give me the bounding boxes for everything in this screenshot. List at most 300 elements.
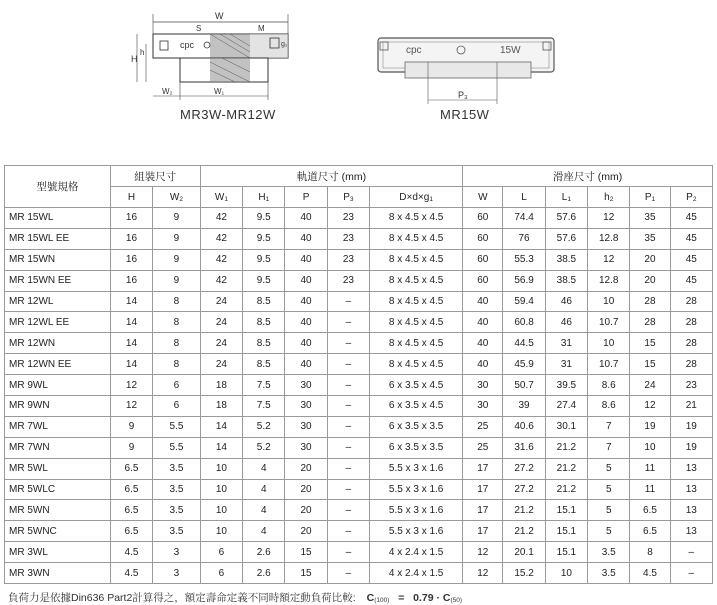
model-cell: MR 3WL: [5, 542, 111, 563]
value-cell: 18: [200, 396, 242, 417]
value-cell: 15.1: [545, 542, 587, 563]
table-subheader-row: [5, 187, 713, 208]
value-cell: 15: [630, 354, 670, 375]
table-body: [5, 208, 713, 584]
value-cell: 10: [545, 563, 587, 584]
value-cell: 35: [630, 208, 670, 229]
value-cell: 42: [200, 270, 242, 291]
value-cell: 4: [243, 521, 285, 542]
value-cell: 28: [670, 333, 712, 354]
value-cell: 14: [110, 354, 152, 375]
value-cell: 27.4: [545, 396, 587, 417]
value-cell: 12.8: [588, 270, 630, 291]
label-m: M: [258, 24, 265, 33]
value-cell: 8: [153, 312, 201, 333]
header-block: 滑座尺寸 (mm): [463, 166, 713, 187]
value-cell: 30: [285, 437, 327, 458]
subheader-block-0: [463, 187, 503, 208]
value-cell: 59.4: [503, 291, 545, 312]
value-cell: 30: [285, 375, 327, 396]
value-cell: 17: [463, 521, 503, 542]
value-cell: 7.5: [243, 375, 285, 396]
subheader-main: P: [343, 191, 350, 203]
value-cell: 14: [110, 333, 152, 354]
value-cell: 21.2: [503, 521, 545, 542]
value-cell: 35: [630, 228, 670, 249]
subheader-main: W: [169, 191, 180, 203]
value-cell: 8: [153, 333, 201, 354]
value-cell: 10: [200, 458, 242, 479]
value-cell: 7.5: [243, 396, 285, 417]
value-cell: 15.1: [545, 500, 587, 521]
value-cell: 19: [630, 416, 670, 437]
header-rail: 軌道尺寸 (mm): [200, 166, 462, 187]
model-cell: MR 9WN: [5, 396, 111, 417]
table-row: [5, 563, 713, 584]
value-cell: 6: [153, 375, 201, 396]
value-cell: 60: [463, 249, 503, 270]
value-cell: 9: [153, 228, 201, 249]
value-cell: –: [327, 479, 369, 500]
value-cell: 8 x 4.5 x 4.5: [370, 228, 463, 249]
label-g1: g₁: [281, 41, 288, 48]
subheader-sub: 2: [179, 195, 183, 203]
value-cell: 3.5: [153, 521, 201, 542]
value-cell: 60: [463, 270, 503, 291]
value-cell: 6.5: [630, 500, 670, 521]
value-cell: –: [327, 521, 369, 542]
value-cell: 5: [588, 458, 630, 479]
value-cell: 3.5: [588, 542, 630, 563]
caption-mr3w-mr12w: MR3W-MR12W: [180, 107, 276, 122]
value-cell: 7: [588, 416, 630, 437]
value-cell: 5.5 x 3 x 1.6: [370, 521, 463, 542]
value-cell: 27.2: [503, 479, 545, 500]
value-cell: –: [327, 312, 369, 333]
value-cell: –: [327, 416, 369, 437]
value-cell: 8 x 4.5 x 4.5: [370, 291, 463, 312]
value-cell: 5.5: [153, 437, 201, 458]
formula-c: C: [366, 592, 375, 604]
model-cell: MR 15WN: [5, 249, 111, 270]
value-cell: 30: [285, 416, 327, 437]
footnote: [8, 590, 462, 605]
value-cell: 6.5: [110, 500, 152, 521]
value-cell: 46: [545, 312, 587, 333]
table-row: [5, 542, 713, 563]
value-cell: 15: [285, 542, 327, 563]
value-cell: 4.5: [110, 542, 152, 563]
subheader-sub: 2: [609, 195, 614, 203]
value-cell: 18: [200, 375, 242, 396]
value-cell: 16: [110, 208, 152, 229]
subheader-main: P: [302, 191, 310, 203]
value-cell: 30: [463, 375, 503, 396]
value-cell: 45: [670, 249, 712, 270]
value-cell: 45: [670, 270, 712, 291]
value-cell: 40: [285, 270, 327, 291]
value-cell: 55.3: [503, 249, 545, 270]
subheader-block-5: [670, 187, 712, 208]
subheader-sub: 3: [349, 195, 354, 203]
mr3w-mr12w-drawing: [0, 0, 717, 160]
model-cell: MR 15WN EE: [5, 270, 111, 291]
subheader-sub: 1: [567, 195, 571, 203]
value-cell: 10.7: [588, 354, 630, 375]
subheader-block-1: [503, 187, 545, 208]
value-cell: 38.5: [545, 270, 587, 291]
value-cell: 4: [243, 458, 285, 479]
subheader-sub: 1: [651, 195, 656, 203]
value-cell: 5: [588, 479, 630, 500]
value-cell: –: [327, 333, 369, 354]
label-s: S: [196, 24, 202, 33]
brand-logo-left: cpc: [180, 40, 195, 50]
value-cell: –: [327, 291, 369, 312]
value-cell: 5: [588, 500, 630, 521]
value-cell: 9: [153, 249, 201, 270]
value-cell: 9: [153, 270, 201, 291]
brand-logo-right: cpc: [406, 45, 422, 56]
subheader-main: P: [686, 191, 693, 203]
model-cell: MR 12WL EE: [5, 312, 111, 333]
value-cell: 8.5: [243, 333, 285, 354]
value-cell: 15.2: [503, 563, 545, 584]
value-cell: 23: [327, 208, 369, 229]
value-cell: 45: [670, 208, 712, 229]
value-cell: 8: [153, 291, 201, 312]
caption-mr15w: MR15W: [440, 107, 490, 122]
value-cell: 14: [110, 312, 152, 333]
value-cell: 8 x 4.5 x 4.5: [370, 354, 463, 375]
value-cell: 4: [243, 479, 285, 500]
subheader-rail-0: [200, 187, 242, 208]
value-cell: 57.6: [545, 228, 587, 249]
value-cell: 9.5: [243, 249, 285, 270]
subheader-sub: 1: [265, 195, 270, 203]
value-cell: 23: [327, 270, 369, 291]
value-cell: 6.5: [630, 521, 670, 542]
value-cell: 14: [200, 437, 242, 458]
value-cell: 3: [153, 563, 201, 584]
value-cell: 4: [243, 500, 285, 521]
value-cell: 40: [285, 291, 327, 312]
table-row: [5, 437, 713, 458]
model-cell: MR 5WNC: [5, 521, 111, 542]
value-cell: 8.5: [243, 354, 285, 375]
subheader-main: W: [478, 191, 488, 203]
value-cell: 23: [327, 249, 369, 270]
value-cell: –: [327, 396, 369, 417]
value-cell: 6 x 3.5 x 4.5: [370, 396, 463, 417]
value-cell: 6: [153, 396, 201, 417]
value-cell: 5.2: [243, 437, 285, 458]
value-cell: 38.5: [545, 249, 587, 270]
subheader-main: H: [127, 191, 136, 203]
value-cell: 5.5 x 3 x 1.6: [370, 500, 463, 521]
value-cell: 4 x 2.4 x 1.5: [370, 542, 463, 563]
value-cell: 9: [110, 416, 152, 437]
subheader-sub: 1: [429, 195, 433, 203]
value-cell: –: [327, 458, 369, 479]
formula-factor: 0.79 · C: [413, 592, 451, 604]
model-cell: MR 7WN: [5, 437, 111, 458]
value-cell: 12: [110, 396, 152, 417]
table-header-group-row: [5, 166, 713, 187]
subheader-main: D×d×g: [399, 191, 430, 203]
value-cell: 24: [200, 291, 242, 312]
model-cell: MR 5WLC: [5, 479, 111, 500]
value-cell: 24: [200, 354, 242, 375]
subheader-rail-4: [370, 187, 463, 208]
value-cell: 6: [200, 563, 242, 584]
value-cell: 16: [110, 270, 152, 291]
value-cell: 9.5: [243, 208, 285, 229]
table-row: [5, 396, 713, 417]
value-cell: 6 x 3.5 x 3.5: [370, 416, 463, 437]
value-cell: –: [327, 542, 369, 563]
value-cell: 12: [630, 396, 670, 417]
value-cell: 25: [463, 416, 503, 437]
subheader-rail-1: [243, 187, 285, 208]
formula-c-sub: (100): [374, 597, 390, 604]
value-cell: 40: [463, 291, 503, 312]
table-row: [5, 416, 713, 437]
value-cell: 6 x 3.5 x 4.5: [370, 375, 463, 396]
value-cell: 74.4: [503, 208, 545, 229]
value-cell: 76: [503, 228, 545, 249]
value-cell: 20: [630, 249, 670, 270]
header-assembly: 組裝尺寸: [110, 166, 200, 187]
value-cell: 16: [110, 249, 152, 270]
value-cell: 10: [588, 333, 630, 354]
value-cell: 8 x 4.5 x 4.5: [370, 312, 463, 333]
value-cell: 20: [285, 458, 327, 479]
value-cell: 15.1: [545, 521, 587, 542]
value-cell: 31.6: [503, 437, 545, 458]
value-cell: 6 x 3.5 x 3.5: [370, 437, 463, 458]
value-cell: 3.5: [153, 479, 201, 500]
value-cell: 10: [588, 291, 630, 312]
value-cell: 50.7: [503, 375, 545, 396]
value-cell: 17: [463, 458, 503, 479]
value-cell: 40: [285, 249, 327, 270]
table-row: [5, 270, 713, 291]
table-row: [5, 208, 713, 229]
subheader-main: h: [604, 191, 610, 203]
table-row: [5, 249, 713, 270]
value-cell: 14: [110, 291, 152, 312]
value-cell: 13: [670, 500, 712, 521]
value-cell: 4.5: [630, 563, 670, 584]
value-cell: 10: [200, 479, 242, 500]
value-cell: 5.5 x 3 x 1.6: [370, 458, 463, 479]
model-cell: MR 7WL: [5, 416, 111, 437]
table-row: [5, 291, 713, 312]
subheader-assembly-1: [153, 187, 201, 208]
model-mark-right: 15W: [500, 45, 521, 56]
value-cell: 12: [588, 208, 630, 229]
label-h-small: h: [140, 48, 145, 57]
label-h: H: [131, 54, 138, 64]
value-cell: 39.5: [545, 375, 587, 396]
formula-c2-sub: (50): [450, 597, 463, 604]
value-cell: 31: [545, 333, 587, 354]
value-cell: 44.5: [503, 333, 545, 354]
value-cell: 3.5: [588, 563, 630, 584]
value-cell: 24: [630, 375, 670, 396]
value-cell: 3.5: [153, 500, 201, 521]
value-cell: 10: [200, 521, 242, 542]
value-cell: 45.9: [503, 354, 545, 375]
value-cell: 15: [285, 563, 327, 584]
value-cell: 39: [503, 396, 545, 417]
value-cell: 13: [670, 479, 712, 500]
value-cell: 40: [285, 228, 327, 249]
value-cell: 30: [463, 396, 503, 417]
value-cell: 6.5: [110, 479, 152, 500]
table-row: [5, 521, 713, 542]
table-row: [5, 458, 713, 479]
table-row: [5, 354, 713, 375]
value-cell: 8 x 4.5 x 4.5: [370, 249, 463, 270]
table-row: [5, 500, 713, 521]
value-cell: 16: [110, 228, 152, 249]
value-cell: 5.5: [153, 416, 201, 437]
footnote-text: 負荷力是依據Din636 Part2計算得之，額定壽命定義不同時額定動負荷比較:: [8, 592, 356, 604]
value-cell: –: [327, 563, 369, 584]
value-cell: 40: [463, 333, 503, 354]
model-cell: MR 12WL: [5, 291, 111, 312]
value-cell: 12.8: [588, 228, 630, 249]
value-cell: 23: [327, 228, 369, 249]
value-cell: 12: [463, 563, 503, 584]
value-cell: 10: [630, 437, 670, 458]
value-cell: 4 x 2.4 x 1.5: [370, 563, 463, 584]
subheader-block-4: [630, 187, 670, 208]
value-cell: 8 x 4.5 x 4.5: [370, 208, 463, 229]
value-cell: 40: [285, 333, 327, 354]
table-row: [5, 333, 713, 354]
value-cell: 46: [545, 291, 587, 312]
value-cell: 8.5: [243, 312, 285, 333]
value-cell: 60.8: [503, 312, 545, 333]
footnote-formula: [367, 592, 462, 604]
value-cell: 57.6: [545, 208, 587, 229]
value-cell: 11: [630, 458, 670, 479]
model-cell: MR 5WN: [5, 500, 111, 521]
value-cell: 8 x 4.5 x 4.5: [370, 270, 463, 291]
subheader-block-2: [545, 187, 587, 208]
subheader-main: L: [521, 191, 527, 203]
subheader-rail-2: [285, 187, 327, 208]
value-cell: –: [327, 437, 369, 458]
header-model: 型號規格: [5, 166, 111, 208]
value-cell: 12: [463, 542, 503, 563]
value-cell: 12: [110, 375, 152, 396]
value-cell: 9.5: [243, 270, 285, 291]
label-w: W: [215, 11, 224, 21]
value-cell: 21.2: [545, 437, 587, 458]
value-cell: 4.5: [110, 563, 152, 584]
value-cell: 21.2: [545, 458, 587, 479]
subheader-assembly-0: [110, 187, 152, 208]
value-cell: 28: [630, 312, 670, 333]
value-cell: 21.2: [503, 500, 545, 521]
value-cell: 20: [285, 521, 327, 542]
value-cell: 31: [545, 354, 587, 375]
value-cell: 23: [670, 375, 712, 396]
value-cell: 42: [200, 249, 242, 270]
value-cell: 24: [200, 333, 242, 354]
value-cell: 30.1: [545, 416, 587, 437]
label-p3: P₃: [458, 90, 468, 100]
table-row: [5, 479, 713, 500]
value-cell: 24: [200, 312, 242, 333]
value-cell: 3: [153, 542, 201, 563]
value-cell: –: [670, 542, 712, 563]
value-cell: 13: [670, 458, 712, 479]
subheader-main: W: [214, 191, 225, 203]
value-cell: 25: [463, 437, 503, 458]
value-cell: 19: [670, 416, 712, 437]
subheader-sub: 2: [692, 195, 697, 203]
value-cell: 30: [285, 396, 327, 417]
label-w2: W₂: [162, 87, 173, 96]
value-cell: 27.2: [503, 458, 545, 479]
table-row: [5, 228, 713, 249]
value-cell: 20: [630, 270, 670, 291]
value-cell: 11: [630, 479, 670, 500]
model-cell: MR 9WL: [5, 375, 111, 396]
value-cell: –: [327, 354, 369, 375]
value-cell: 42: [200, 228, 242, 249]
value-cell: 8.5: [243, 291, 285, 312]
subheader-main: H: [258, 191, 266, 203]
value-cell: 40.6: [503, 416, 545, 437]
value-cell: 42: [200, 208, 242, 229]
value-cell: 6.5: [110, 521, 152, 542]
value-cell: 9.5: [243, 228, 285, 249]
value-cell: 10.7: [588, 312, 630, 333]
table-row: [5, 375, 713, 396]
subheader-rail-3: [327, 187, 369, 208]
label-w1: W₁: [214, 87, 225, 96]
value-cell: 20.1: [503, 542, 545, 563]
value-cell: 56.9: [503, 270, 545, 291]
value-cell: 21: [670, 396, 712, 417]
value-cell: 28: [630, 291, 670, 312]
value-cell: 21.2: [545, 479, 587, 500]
value-cell: 5.2: [243, 416, 285, 437]
value-cell: 17: [463, 500, 503, 521]
value-cell: 12: [588, 249, 630, 270]
value-cell: 15: [630, 333, 670, 354]
value-cell: 40: [463, 312, 503, 333]
value-cell: 7: [588, 437, 630, 458]
value-cell: 14: [200, 416, 242, 437]
formula-equals: =: [398, 592, 405, 604]
value-cell: 8.6: [588, 375, 630, 396]
value-cell: 40: [285, 312, 327, 333]
value-cell: 10: [200, 500, 242, 521]
subheader-sub: 1: [224, 195, 228, 203]
value-cell: 40: [285, 354, 327, 375]
value-cell: 60: [463, 208, 503, 229]
value-cell: –: [327, 375, 369, 396]
value-cell: 28: [670, 312, 712, 333]
value-cell: 19: [670, 437, 712, 458]
